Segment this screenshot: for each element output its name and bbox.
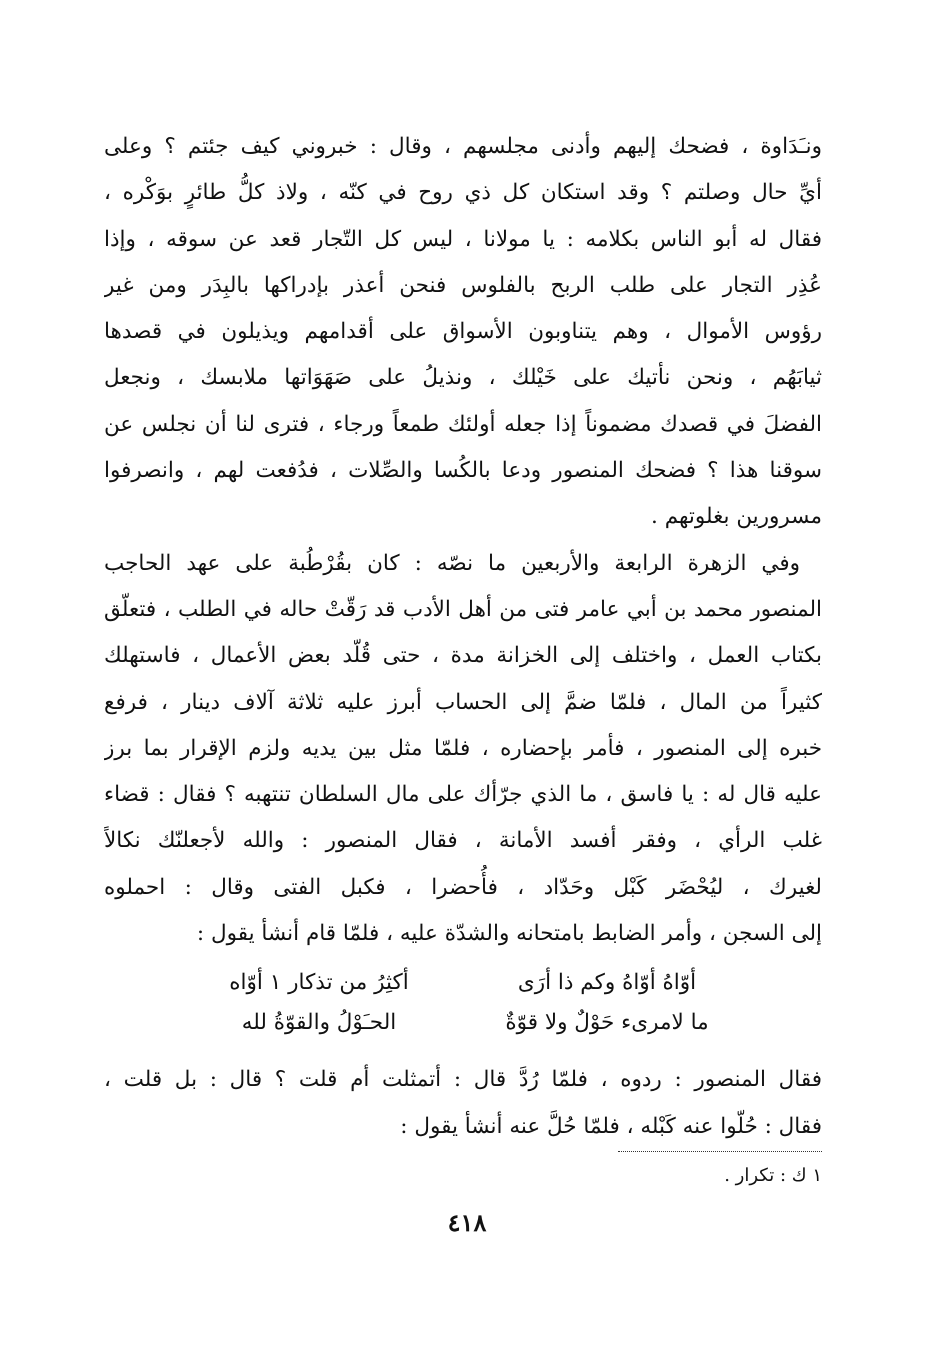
text-line: ثيابَهُم ، ونحن نأتيك على خَيْلك ، ونذيلُ على صَهَوَاتها ملابسك ، ونجعل xyxy=(104,365,822,391)
text-line: عُذِر التجار على طلب الربح بالفلوس فنحن أعذر بإدراكها بالبِدَر ومن غير xyxy=(104,272,822,298)
text-line: وفي الزهرة الرابعة والأربعين ما نصّه : كان بقُرْطُبة على عهد الحاجب xyxy=(104,550,800,576)
text-line: خبره إلى المنصور ، فأمر بإحضاره ، فلمّا مثل بين يديه ولزم الإقرار بما برز xyxy=(104,735,822,761)
text-line: المنصور محمد بن أبي عامر فتى من أهل الأدب قد رَقّتْ حاله في الطلب ، فتعلّق xyxy=(104,596,822,622)
text-line: غلب الرأي ، وفقر أفسد الأمانة ، فقال المنصور : والله لأجعلنّك نكالاً xyxy=(104,828,822,854)
text-line: مسرورين بغلوتهم . xyxy=(651,504,822,530)
poem xyxy=(104,957,822,1057)
verse-second-hemistich: أكثِرُ من تذكار ١ أوّاه xyxy=(229,970,409,996)
text-line: لغيرك ، ليُحْضَر كَبْل وحَدّاد ، فأُحضرا ، فكبل الفتى وقال : احملوه xyxy=(104,874,822,900)
text-line: عليه قال له : يا فاسق ، ما الذي جرّأك على مال السلطان تنتهبه ؟ فقال : قضاء xyxy=(104,782,822,808)
text-line: ونـَدَاوة ، فضحك إليهم وأدنى مجلسهم ، وقال : خبروني كيف جئتم ؟ وعلى xyxy=(104,134,822,159)
verse-first-hemistich: ما لامرىء حَوْلٌ ولا قوّةٌ xyxy=(505,1010,709,1036)
paragraph-2 xyxy=(104,541,822,958)
text-line: فقال : حُلّوا عنه كَبْله ، فلمّا حُلَّ عنه أنشأ يقول : xyxy=(400,1113,822,1139)
verse-line xyxy=(104,1003,822,1043)
verse-first-hemistich: أوّاهُ أوّاهُ وكم ذا أرَى xyxy=(517,970,697,996)
page-number: ٤١٨ xyxy=(447,1208,487,1237)
text-line: كثيراً من المال ، فلمّا ضمَّ إلى الحساب أبرز عليه ثلاثة آلاف دينار ، فرفع xyxy=(104,689,822,715)
text-line: فقال المنصور : ردوه ، فلمّا رُدَّ قال : أتمثلت أم قلت ؟ قال : بل قلت ، xyxy=(104,1067,822,1093)
paragraph-1 xyxy=(104,124,822,541)
footnote-divider xyxy=(618,1151,822,1152)
text-line: أيِّ حال وصلتم ؟ وقد استكان كل ذي روح في كنّه ، ولاذ كلُّ طائرٍ بوَكْره ، xyxy=(104,180,822,206)
text-line: بكتاب العمل ، واختلف إلى الخزانة مدة ، حتى قُلّد بعض الأعمال ، فاستهلك xyxy=(104,643,822,669)
text-line: رؤوس الأموال ، وهم يتناوبون الأسواق على أقدامهم ويذيلون في قصدها xyxy=(104,319,822,345)
verse-second-hemistich: الحـَوْلُ والقوّةُ لله xyxy=(241,1010,397,1036)
text-line: سوقنا هذا ؟ فضحك المنصور ودعا بالكُسا والصِّلات ، فدُفعت لهم ، وانصرفوا xyxy=(104,458,822,484)
main-text xyxy=(104,124,822,1150)
text-line: فقال له أبو الناس بكلامه : يا مولانا ، ليس كل التّجار قعد عن سوقه ، وإذا xyxy=(104,226,822,252)
paragraph-3 xyxy=(104,1057,822,1150)
verse-line xyxy=(104,963,822,1003)
text-line: إلى السجن ، وأمر الضابط بامتحانه والشدّة عليه ، فلمّا قام أنشأ يقول : xyxy=(196,921,822,947)
text-line: الفضلَ في قصدك مضموناً إذا جعله أولئك طمعاً ورجاء ، فترى لنا أن نجلس عن xyxy=(104,411,822,437)
footnote: ١ ك : تكرار . xyxy=(724,1165,822,1186)
